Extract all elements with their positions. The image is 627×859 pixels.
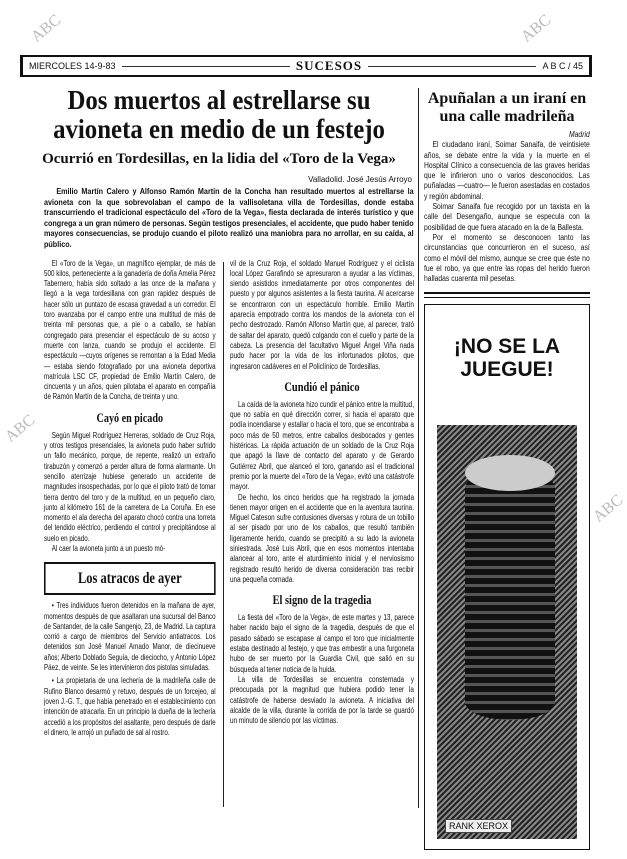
list-item-text: Tres individuos fueron detenidos en la mañana de ayer, momentos después de que asaltaran una sucursal del Banco de Santander, de la calle Sangenjo, 23, de Madrid. La captura corrió a cargo de miembros del Servicio antiatracos. Los detenidos son José Manuel Amado Manor, de diecinueve años; Alberto Doblado Seguía, de dieciocho, y Antonio López Páez, de veinte. Se les intervinieron dos pistolas simuladas.: [44, 601, 216, 673]
subheading: El signo de la tragedia: [272, 592, 372, 608]
byline: Valladolid. José Jesús Arroyo: [308, 175, 412, 184]
paragraph: El ciudadano iraní, Soimar Sanaifa, de veintisiete años, se debate entre la vida y la muerte en el Hospital Clínico a consecuencia de las graves heridas que le infirieron uno o varios desconocidos. Las puñaladas —cuatro— le fueron asestadas en costados y región abdominal.: [424, 140, 590, 201]
column-rule: [418, 88, 419, 808]
date: MIERCOLES 14-9-83: [29, 61, 116, 71]
headline: Dos muertos al estrellarse su avioneta en medio de un festejo: [53, 85, 385, 144]
paragraph: La villa de Tordesillas se encuentra consternada y preocupada por la magnitud que hubiera podido tener la catástrofe de haberse desviado la avioneta. A iniciativa del alcalde de la villa, durante la corrida de por la tarde se guardó un minuto de silencio por las víctimas.: [230, 674, 414, 726]
subheading: Cundió el pánico: [284, 378, 360, 394]
section-title: SUCESOS: [295, 58, 363, 73]
watermark-icon: ABC: [590, 491, 627, 526]
main-article: [22, 86, 416, 738]
divider: [424, 292, 590, 298]
lead-wrapper: [44, 187, 414, 251]
paragraph: La caída de la avioneta hizo cundir el pánico entre la multitud, que no sabía en qué dirección correr, si hacia el aparato que podía incendiarse y estallar o hacia el toro, que se encontraba a poco más de 50 metros, entre caballos desbocados y gentes histéricas. La rápida actuación de un soldado de la Cruz Roja que apagó la llave de contacto del aparato y de Gerardo Gutiérrez Abril, que alanceó el toro, ganando así el tradicional premio por la muerte del «Toro de la Vega», evitó una catástrofe mayor.: [230, 399, 414, 492]
divider: [368, 66, 536, 67]
article-columns: [44, 259, 416, 739]
advertisement: [424, 304, 590, 850]
ad-brand: RANK XEROX: [445, 819, 512, 833]
paragraph: La fiesta del «Toro de la Vega», de este martes y 13, parece haber nacido bajo el signo de la tragedia, después de que el pasado sábado se escapase al campo el toro que inicialmente estaba destinado al festejo, y que tras embestir a una furgoneta hubo de ser muerto por la Guardia Civil, que salió en su búsqueda al tener noticia de la huida.: [230, 613, 414, 674]
column-1: [44, 259, 216, 739]
watermark-icon: ABC: [28, 11, 65, 46]
page-header: [20, 55, 592, 77]
page-number: A B C / 45: [542, 61, 584, 71]
paragraph: De hecho, los cinco heridos que ha registrado la jornada tienen mayor origen en el accidente que en la aventura taurina. Miguel Cateson sufre contusiones diversas y rotura de un tobillo al ser pisado por uno de los caballos, que resultó también ligeramente herido, cuando se precipitó a su lado la avioneta siniestrada. José Luis Abril, que en esos momentos intentaba alancear al toro, ante el aturdimiento inicial y el nerviosismo registrado resultó herido de diversa consideración tras recibir una pequeña cornada.: [230, 492, 414, 584]
paragraph: Según Miguel Rodríguez Herreras, soldado de Cruz Roja, y otros testigos presenciales, la avioneta pudo haber sufrido un fallo mecánico, porque, de repente, realizó un extraño tirabuzón y comenzó a perder altura de forma alarmante. Un sencillo aterrizaje hubiese generado un accidente de magnitudes insospechadas, por lo que el piloto trató de tomar tierra dentro del toro y de la multitud, en un pequeño claro, junto al kilómetro 161 de la carretera de La Coruña. En ese momento el ala derecha del aparato chocó contra una torreta del tendido eléctrico, perdiendo el control y precipitándose al suelo en picado.: [44, 430, 216, 543]
column-2: [230, 259, 414, 739]
right-column: [424, 90, 590, 850]
coin-stack: [465, 470, 555, 720]
column-rule: [223, 262, 224, 807]
paragraph: vil de la Cruz Roja, el soldado Manuel Rodríguez y el ciclista local López Garafindo se apresuraron a ayudar a las víctimas, siendo asistidos inmediatamente por otros componentes del puesto y por algunos asistentes a la fiesta taurina. Al acercarse se encontraron con un espectáculo horrible. Emilio Martín aparecía empotrado contra los mandos de la avioneta con el pecho destrozado. Ramón Alfonso Martín que, al parecer, trató de saltar del aparato, quedó colgando con el cuello y parte de la cabeza. La presencia del facultativo Miguel Ángel Viña nada pudo hacer por la vida de los infortunados pilotos, que ingresaron cadáveres en el Policlínico de Tordesillas.: [230, 258, 414, 371]
paragraph: Al caer la avioneta junto a un puesto mó-: [51, 543, 166, 553]
lead-paragraph: Emilio Martín Calero y Alfonso Ramón Martín de la Concha han resultado muertos al estrellarse la avioneta con la que sobrevolaban el campo de la vallisoletana villa de Tordesillas, donde estaba transcurriendo el tradicional espectáculo del «Toro de la Vega», fiesta declarada de interés turístico y que congrega a un gran número de personas. Según testigos presenciales, el accidente, que pudo haber tenido mayores consecuencias, se produjo cuando el piloto realizó una maniobra para no arrollar, en su caída, al público.: [44, 187, 414, 249]
list-item: • La propietaria de una lechería de la madrileña calle de Rufino Blanco desarmó y retuvo, después de un forcejeo, al joven J.-G. T., que había penetrado en el establecimiento con intención de atracarla. En un principio la dueña de la lechería accedió a los propósitos del asaltante, pero después de darle el dinero, le arrojó un puñado de sal al rostro.: [44, 676, 216, 737]
paragraph: El «Toro de la Vega», un magnífico ejemplar, de más de 500 kilos, perteneciente a la ganadería de doña Amelia Pérez Tabernero, había sido soltado a las once de la mañana y llegó a la vega tordesillana con gran rapidez después de hacer sólo un puntazo de escasa gravedad a un corredor. El toro avanzaba por el campo entre una multitud de más de treinta mil personas que, a pie o a caballo, se habían congregado para presenciar el espectáculo de su acoso y muerte con lanza, cuando se produjo el accidente. El espectáculo —cuyos orígenes se remontan a la Edad Media— estaba siendo fotografiado por una avioneta deportiva matrícula LSC CF, propiedad de Emilio Martín Calero, de cincuenta y un años, quien pilotaba el aparato en compañía de Ramón Martín de la Concha, de treinta y uno.: [44, 258, 216, 402]
side-article: [424, 130, 590, 284]
side-article-content: [424, 130, 590, 284]
column-1-content: [44, 259, 216, 739]
dateline: Madrid: [568, 130, 590, 139]
watermark-icon: ABC: [518, 11, 555, 46]
column-2-content: [230, 259, 414, 727]
list-item: • Tres individuos fueron detenidos en la mañana de ayer, momentos después de que asaltaran una sucursal del Banco de Santander, de la calle Sangenjo, 23, de Madrid. La captura corrió a cargo de miembros del Servicio antiatracos. Los detenidos son José Manuel Amado Manor, de diecinueve años; Alberto Doblado Seguía, de dieciocho, y Antonio López Páez, de veinte. Se les intervinieron dos pistolas simuladas.: [44, 601, 216, 673]
coin-stack-photo: [437, 425, 577, 839]
atracos-title-box: Los atracos de ayer: [44, 562, 216, 595]
subheading: Cayó en picado: [96, 409, 164, 425]
subheadline: Ocurrió en Tordesillas, en la lidia del «Toro de la Vega»: [42, 151, 396, 167]
divider: [122, 66, 290, 67]
ad-headline: ¡NO SE LA JUEGUE!: [453, 335, 561, 382]
list-item-text: La propietaria de una lechería de la madrileña calle de Rufino Blanco desarmó y retuvo, después de un forcejeo, al joven J.-G. T., que había penetrado en el establecimiento con intención de atracarla. En un principio la dueña de la lechería accedió a los propósitos del asaltante, pero después de darle el dinero, le arrojó un puñado de sal al rostro.: [44, 676, 216, 737]
paragraph: Por el momento se desconocen tanto las circunstancias que concurrieron en el suceso, así como el móvil del mismo, aunque se cree que éste no fue el robo, ya que entre las ropas del herido fueron halladas cuarenta mil pesetas.: [424, 232, 590, 284]
side-headline: Apuñalan a un iraní en una calle madrileña: [427, 90, 587, 125]
watermark-icon: ABC: [2, 411, 39, 446]
paragraph: Soimar Sanaifa fue recogido por un taxista en la calle del Desengaño, aunque se especula con la posibilidad de que fuera atacado en la de la Ballesta.: [424, 202, 590, 232]
